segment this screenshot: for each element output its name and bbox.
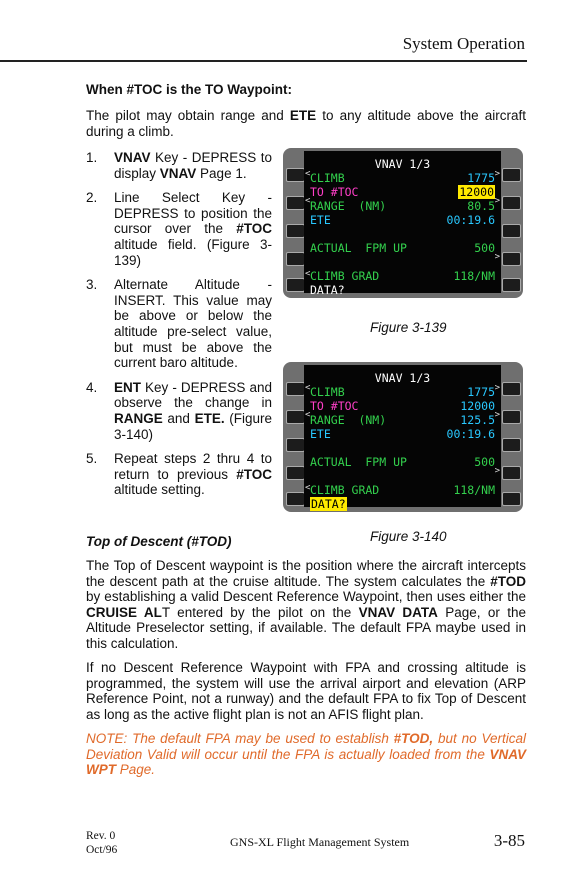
actual-fpm-value: 500: [474, 241, 495, 255]
steps-list: [86, 150, 272, 507]
toc-label: TO #TOC: [310, 399, 359, 413]
step-1: [86, 150, 272, 181]
step-number: 4.: [86, 379, 98, 395]
climb-grad-value: 118/NM: [453, 269, 495, 283]
ete-label: ETE: [310, 213, 331, 227]
step-text: Repeat steps 2 thru 4 to return to previous #TOC altitude setting.: [114, 451, 272, 498]
line-select-key-r2[interactable]: [502, 410, 521, 424]
section-heading-tod: Top of Descent (#TOD): [86, 534, 232, 549]
tod-paragraph-1: The Top of Descent waypoint is the position where the aircraft intercepts the descent path at the cruise altitude. The system calculates the #TOD by establishing a valid Descent Reference Waypoint, then uses either the CRUISE ALT entered by the pilot on the VNAV DATA Page, or the Altitude Preselector setting, if available. The default FPA maybe used in this calculation.: [86, 558, 526, 651]
footer-rev: Rev. 0: [86, 830, 116, 842]
toc-label: TO #TOC: [310, 185, 359, 199]
step-text: VNAV Key - DEPRESS to display VNAV Page 1.: [114, 150, 272, 181]
section-heading-toc: When #TOC is the TO Waypoint:: [86, 82, 293, 97]
note-paragraph: NOTE: The default FPA may be used to establish #TOD, but no Vertical Deviation Valid will occur until the FPA is actually loaded from the VNAV WPT Page.: [86, 731, 526, 778]
footer-date: Oct/96: [86, 844, 118, 856]
line-select-key-l5[interactable]: [286, 278, 305, 292]
line-select-key-l5[interactable]: [286, 492, 305, 506]
cdu-page-title: VNAV 1/3: [374, 157, 431, 171]
cdu-screen: < > < > > < VNAV 1/3 CLIMB 1775 TO #TOC 12000 RANGE (NM) 125.5 ETE 00:19.6 ACTUAL FPM UP 500 CLIMB GRAD 118/NM DATA?: [304, 365, 501, 507]
line-select-key-l3[interactable]: [286, 438, 305, 452]
step-number: 1.: [86, 150, 98, 165]
range-value: 80.5: [467, 199, 495, 213]
step-3: [86, 277, 272, 371]
line-select-key-l1[interactable]: [286, 382, 305, 396]
line-select-key-r3[interactable]: [502, 224, 521, 238]
line-select-key-r5[interactable]: [502, 492, 521, 506]
step-5: [86, 451, 272, 498]
cdu-figure-3-139: [283, 148, 523, 298]
line-select-key-l3[interactable]: [286, 224, 305, 238]
step-text: ENT Key - DEPRESS and observe the change in RANGE and ETE. (Figure 3-140): [114, 379, 272, 442]
cdu-figure-3-140: [283, 362, 523, 512]
line-select-key-l2[interactable]: [286, 196, 305, 210]
tod-paragraph-2: If no Descent Reference Waypoint with FPA and crossing altitude is programmed, the system will use the arrival airport and elevation (ARP Reference Point, not a runway) and the default FPA to fix Top of Descent as long as the active flight plan is not an AFIS flight plan.: [86, 660, 526, 722]
cdu-page-title: VNAV 1/3: [374, 371, 431, 385]
climb-label: CLIMB: [310, 171, 345, 185]
step-number: 3.: [86, 277, 98, 293]
footer-manual-title: GNS-XL Flight Management System: [230, 835, 410, 849]
actual-fpm-value: 500: [474, 455, 495, 469]
line-select-key-r1[interactable]: [502, 382, 521, 396]
data-prompt[interactable]: DATA?: [310, 283, 345, 297]
line-select-key-l1[interactable]: [286, 168, 305, 182]
line-select-key-r1[interactable]: [502, 168, 521, 182]
line-select-key-r5[interactable]: [502, 278, 521, 292]
line-select-key-l2[interactable]: [286, 410, 305, 424]
ete-value: 00:19.6: [446, 427, 495, 441]
figure-caption-3-140: Figure 3-140: [370, 529, 447, 544]
range-label: RANGE (NM): [310, 413, 387, 427]
line-select-key-l4[interactable]: [286, 466, 305, 480]
climb-value: 1775: [467, 171, 495, 185]
climb-grad-label: CLIMB GRAD: [310, 483, 380, 497]
cdu-screen: < > < > > < VNAV 1/3 CLIMB 1775 TO #TOC 12000 RANGE (NM) 80.5 ETE 00:19.6 ACTUAL FPM UP 500 CLIMB GRAD 118/NM DATA?: [304, 151, 501, 293]
step-2: [86, 190, 272, 268]
climb-label: CLIMB: [310, 385, 345, 399]
line-select-key-r3[interactable]: [502, 438, 521, 452]
line-select-key-r4[interactable]: [502, 252, 521, 266]
header-title: System Operation: [402, 34, 525, 53]
range-value: 125.5: [460, 413, 495, 427]
step-text: Alternate Altitude - INSERT. This value may be above or below the altitude pre-select value, but must be above the current baro altitude.: [114, 277, 272, 371]
line-select-key-r2[interactable]: [502, 196, 521, 210]
line-select-key-l4[interactable]: [286, 252, 305, 266]
ete-value: 00:19.6: [446, 213, 495, 227]
figure-caption-3-139: Figure 3-139: [370, 320, 447, 335]
ete-label: ETE: [310, 427, 331, 441]
range-label: RANGE (NM): [310, 199, 387, 213]
intro-paragraph: The pilot may obtain range and ETE to any altitude above the aircraft during a climb.: [86, 108, 527, 139]
actual-fpm-label: ACTUAL FPM UP: [310, 241, 407, 255]
toc-altitude-field[interactable]: 12000: [460, 399, 495, 413]
step-number: 5.: [86, 451, 98, 467]
header-rule: [0, 60, 527, 62]
step-number: 2.: [86, 190, 98, 206]
data-prompt[interactable]: DATA?: [311, 497, 346, 511]
toc-altitude-field[interactable]: 12000: [459, 185, 494, 199]
footer-revision: [86, 829, 117, 857]
climb-grad-label: CLIMB GRAD: [310, 269, 380, 283]
line-select-key-r4[interactable]: [502, 466, 521, 480]
step-4: [86, 380, 272, 442]
actual-fpm-label: ACTUAL FPM UP: [310, 455, 407, 469]
climb-grad-value: 118/NM: [453, 483, 495, 497]
footer-page-number: 3-85: [493, 831, 525, 850]
step-text: Line Select Key - DEPRESS to position the cursor over the #TOC altitude field. (Figure 3-139): [114, 190, 272, 268]
climb-value: 1775: [467, 385, 495, 399]
